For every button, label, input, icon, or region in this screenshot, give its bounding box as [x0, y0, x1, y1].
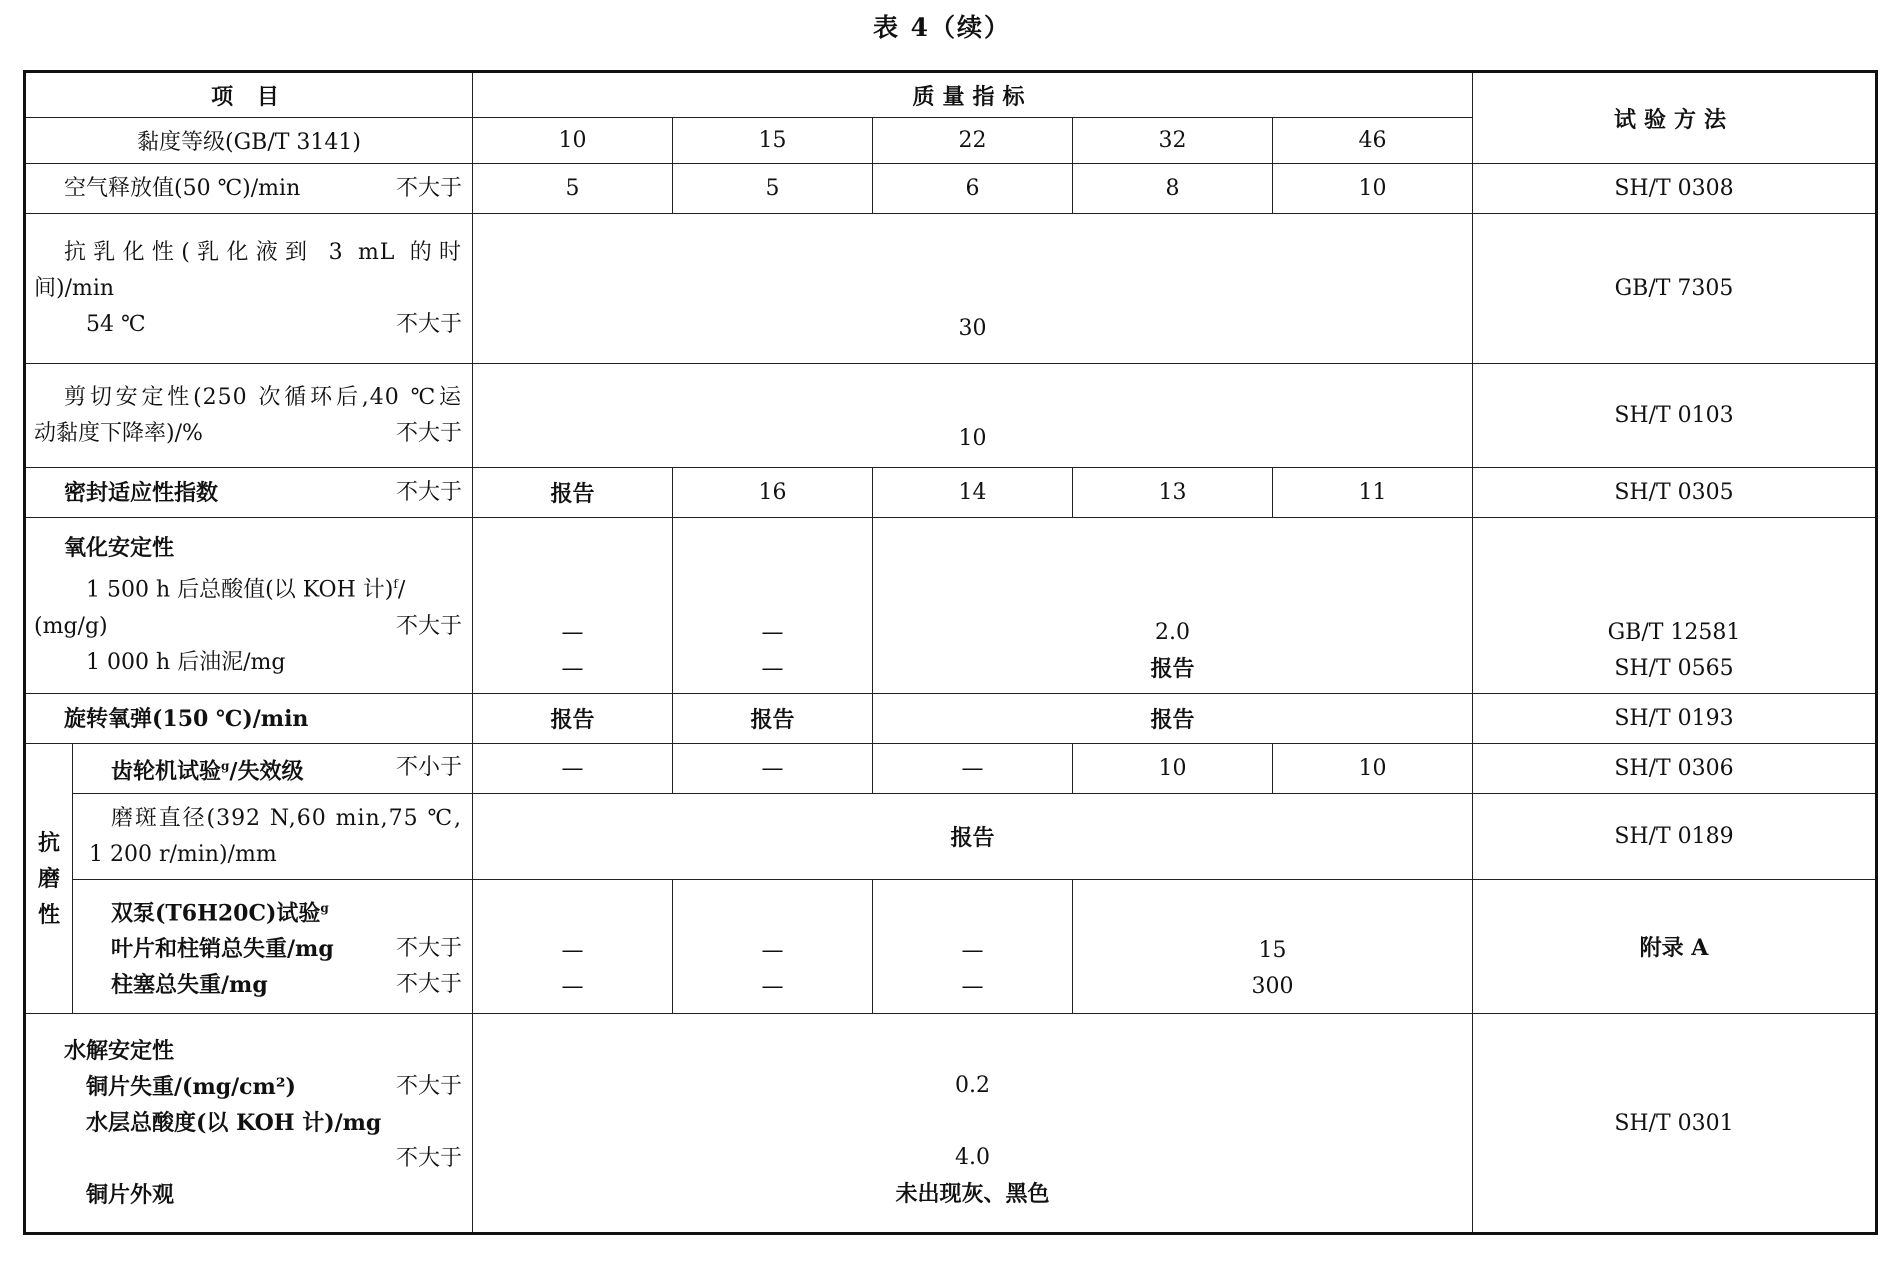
antiwear-group-label: [25, 744, 73, 1014]
hydrolytic-title: 水解安定性: [64, 1038, 175, 1064]
scar-method: SH/T 0189: [1473, 794, 1877, 880]
vane-label: 叶片和柱销总失重/mg: [111, 936, 334, 963]
dash-text: —: [761, 974, 784, 999]
pump-method: 附录 A: [1473, 880, 1877, 1014]
dash-text: —: [561, 656, 584, 681]
header-item: 项 目: [25, 72, 473, 118]
gear-label-text: 齿轮机试验: [111, 758, 222, 785]
demulsibility-label-line2: 间)/min: [34, 275, 115, 301]
air-release-label: 空气释放值(50 ℃)/min: [64, 175, 301, 201]
table-caption: 表 4（续）: [872, 13, 1012, 42]
rbot-label: 旋转氧弹(150 ℃)/min: [64, 705, 309, 732]
seal-value: 报告: [473, 468, 673, 518]
seal-label: 密封适应性指数: [64, 479, 219, 506]
air-release-value: 5: [673, 164, 873, 214]
rbot-value: 报告: [473, 694, 673, 744]
shear-value: 10: [473, 364, 1473, 468]
hydrolytic-values-cell: [473, 1014, 1473, 1234]
hydrolytic-acid-value: 4.0: [955, 1145, 991, 1170]
pump-title-text: 双泵(T6H20C)试验: [111, 900, 321, 927]
table-row: [25, 1014, 1877, 1234]
oxidation-line2: (mg/g): [34, 613, 108, 639]
dash-text: —: [761, 938, 784, 963]
grade-15: 15: [673, 118, 873, 164]
table-row: [25, 744, 1877, 794]
copper-appearance-label: 铜片外观: [86, 1182, 175, 1208]
dash-text: —: [561, 620, 584, 645]
table-row: [25, 794, 1877, 880]
copper-loss-label: 铜片失重/(mg/cm²): [86, 1074, 296, 1100]
piston-value: 300: [1251, 974, 1294, 999]
air-release-value: 8: [1073, 164, 1273, 214]
demulsibility-sub-label: 54 ℃: [86, 311, 146, 337]
gear-value: 10: [1073, 744, 1273, 794]
hydrolytic-label-cell: [25, 1014, 473, 1234]
pump-dash-cell: [673, 880, 873, 1014]
shear-label-cell: [25, 364, 473, 468]
gear-value: —: [873, 744, 1073, 794]
rbot-label-cell: [25, 694, 473, 744]
limit-text: 不大于: [396, 1146, 463, 1171]
table-row: [25, 468, 1877, 518]
air-release-value: 10: [1273, 164, 1473, 214]
spec-table: [23, 70, 1878, 1235]
grade-10: 10: [473, 118, 673, 164]
antiwear-char: 抗: [37, 829, 60, 856]
seal-value: 13: [1073, 468, 1273, 518]
limit-text: 不大于: [396, 479, 463, 505]
gear-method: SH/T 0306: [1473, 744, 1877, 794]
scar-value: 报告: [473, 794, 1473, 880]
rbot-value: 报告: [673, 694, 873, 744]
limit-text: 不大于: [396, 175, 463, 201]
pump-values-cell: [1073, 880, 1473, 1014]
grade-46: 46: [1273, 118, 1473, 164]
oxidation-method-cell: [1473, 518, 1877, 694]
pump-label-cell: [73, 880, 473, 1014]
gear-value: 10: [1273, 744, 1473, 794]
seal-label-cell: [25, 468, 473, 518]
antiwear-char: 磨: [37, 865, 60, 892]
limit-text: 不大于: [396, 613, 463, 639]
dash-text: —: [761, 656, 784, 681]
air-release-label-cell: [25, 164, 473, 214]
oxidation-dash-cell: [673, 518, 873, 694]
limit-text: 不大于: [396, 420, 463, 446]
oxidation-sludge-value: 报告: [1150, 656, 1195, 682]
limit-text: 不大于: [396, 311, 463, 337]
vane-value: 15: [1258, 938, 1287, 963]
table-row: [25, 518, 1877, 694]
hydrolytic-appearance-value: 未出现灰、黑色: [895, 1181, 1050, 1207]
table-row: [25, 364, 1877, 468]
oxidation-method1: GB/T 12581: [1607, 620, 1741, 645]
dash-text: —: [561, 938, 584, 963]
shear-label-line2: 动黏度下降率)/%: [34, 420, 203, 446]
air-release-value: 5: [473, 164, 673, 214]
table-row: [25, 880, 1877, 1014]
antiwear-char: 性: [37, 901, 60, 928]
table-row: [25, 694, 1877, 744]
scar-label-line2: 1 200 r/min)/mm: [89, 841, 277, 867]
gear-value: —: [473, 744, 673, 794]
demulsibility-label-line1: 抗乳化性(乳化液到 3 mL 的时: [64, 239, 463, 265]
water-acid-label: 水层总酸度(以 KOH 计)/mg: [86, 1110, 382, 1136]
grade-32: 32: [1073, 118, 1273, 164]
grade-22: 22: [873, 118, 1073, 164]
pump-dash-cell: [873, 880, 1073, 1014]
seal-value: 11: [1273, 468, 1473, 518]
scar-label-line1: 磨斑直径(392 N,60 min,75 ℃,: [111, 805, 463, 831]
limit-text: 不大于: [396, 972, 463, 998]
oxidation-label-cell: [25, 518, 473, 694]
shear-label-line1: 剪切安定性(250 次循环后,40 ℃运: [64, 384, 463, 410]
seal-method: SH/T 0305: [1473, 468, 1877, 518]
gear-label: [111, 748, 303, 789]
oxidation-acid-value: 2.0: [1155, 620, 1191, 645]
demulsibility-label-cell: [25, 214, 473, 364]
grade-label: 黏度等级(GB/T 3141): [25, 118, 473, 164]
hydrolytic-method: SH/T 0301: [1473, 1014, 1877, 1234]
oxidation-title: 氧化安定性: [64, 535, 175, 562]
rbot-method: SH/T 0193: [1473, 694, 1877, 744]
table-row: [25, 214, 1877, 364]
air-release-method: SH/T 0308: [1473, 164, 1877, 214]
pump-dash-cell: [473, 880, 673, 1014]
seal-value: 16: [673, 468, 873, 518]
limit-text: 不大于: [396, 1074, 463, 1099]
air-release-value: 6: [873, 164, 1073, 214]
rbot-value: 报告: [873, 694, 1473, 744]
shear-method: SH/T 0103: [1473, 364, 1877, 468]
demulsibility-method: GB/T 7305: [1473, 214, 1877, 364]
seal-value: 14: [873, 468, 1073, 518]
oxidation-acid-label: 1 500 h 后总酸值(以 KOH 计): [86, 577, 394, 603]
oxidation-values-cell: [873, 518, 1473, 694]
limit-text: 不小于: [396, 755, 463, 781]
dash-text: —: [961, 938, 984, 963]
oxidation-line1-tail: /: [397, 577, 406, 603]
oxidation-dash-cell: [473, 518, 673, 694]
limit-text: 不大于: [396, 936, 463, 962]
footnote-mark: f: [393, 577, 398, 592]
gear-label-cell: [73, 744, 473, 794]
header-row: [25, 72, 1877, 118]
piston-label: 柱塞总失重/mg: [111, 972, 268, 999]
dash-text: —: [961, 974, 984, 999]
header-quality: 质量指标: [473, 72, 1473, 118]
gear-value: —: [673, 744, 873, 794]
oxidation-line3: 1 000 h 后油泥/mg: [86, 649, 286, 675]
header-method: 试验方法: [1473, 72, 1877, 164]
dash-text: —: [761, 620, 784, 645]
footnote-mark: g: [320, 900, 329, 915]
demulsibility-value: 30: [473, 214, 1473, 364]
gear-label-tail: /失效级: [229, 758, 304, 785]
footnote-mark: g: [221, 758, 230, 773]
scar-label-cell: [73, 794, 473, 880]
table-row: [25, 164, 1877, 214]
hydrolytic-loss-value: 0.2: [955, 1073, 991, 1098]
oxidation-line1: [34, 566, 462, 608]
oxidation-method2: SH/T 0565: [1614, 656, 1734, 681]
pump-title: [81, 890, 462, 931]
dash-text: —: [561, 974, 584, 999]
